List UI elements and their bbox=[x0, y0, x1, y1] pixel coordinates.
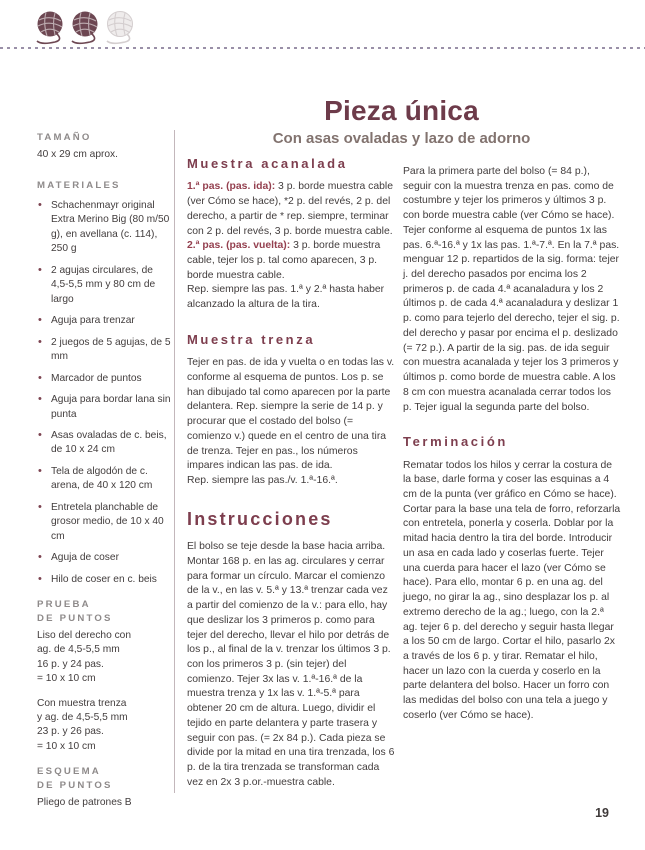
yarn-ball-outline-icon bbox=[107, 12, 133, 44]
cable-pattern-heading: Muestra trenza bbox=[187, 331, 316, 347]
size-heading: TAMAÑO bbox=[37, 132, 92, 143]
gauge-paragraph: Liso del derecho con ag. de 4,5-5,5 mm 16 p. y 24 pas. = 10 x 10 cm bbox=[37, 629, 132, 685]
list-item: • Entretela planchable de grosor medio, de 10 x 40 cm bbox=[37, 501, 173, 544]
cable-pattern-paragraph bbox=[187, 356, 395, 488]
list-item: • Asas ovaladas de c. beis, de 10 x 24 cm bbox=[37, 429, 173, 458]
ribbed-pattern-heading: Muestra acanalada bbox=[187, 156, 348, 171]
list-item: • 2 agujas circulares, de 4,5-5,5 mm y 80 cm de largo bbox=[37, 264, 173, 307]
materials-list bbox=[37, 199, 173, 588]
row2-text: 3 p. borde muestra cable, tejer los p. tal como aparecen, 3 p. borde muestra cable. bbox=[187, 240, 381, 281]
dotted-divider bbox=[0, 47, 645, 49]
middle-column bbox=[187, 155, 395, 808]
right-column bbox=[403, 165, 621, 742]
page-subtitle: Con asas ovaladas y lazo de adorno bbox=[272, 130, 531, 148]
page-title: Pieza única bbox=[324, 94, 479, 126]
repeat-note: Rep. siempre las pas. 1.ª y 2.ª hasta haber alcanzado la altura de la tira. bbox=[187, 284, 385, 311]
list-item: • Marcador de puntos bbox=[37, 372, 173, 386]
stitch-chart-heading: ESQUEMA DE PUNTOS bbox=[37, 766, 113, 792]
repeat-note: Rep. siempre las pas./v. 1.ª-16.ª. bbox=[187, 475, 338, 486]
list-item: • Schachenmayr original Extra Merino Big (80 m/50 g), en avellana (c. 114), 250 g bbox=[37, 199, 173, 257]
sidebar-divider bbox=[174, 130, 175, 793]
gauge-heading: PRUEBA DE PUNTOS bbox=[37, 599, 113, 624]
row2-label: 2.ª pas. (pas. vuelta): bbox=[187, 240, 294, 252]
instructions-heading: Instrucciones bbox=[187, 508, 333, 529]
list-item: • Aguja para bordar lana sin punta bbox=[37, 393, 173, 422]
list-item: • 2 juegos de 5 agujas, de 5 mm bbox=[37, 336, 173, 365]
list-item: • Aguja de coser bbox=[37, 551, 173, 565]
ribbed-pattern-paragraph bbox=[187, 180, 395, 312]
materials-heading: MATERIALES bbox=[37, 180, 121, 192]
cable-pattern-text: Tejer en pas. de ida y vuelta o en todas las v. conforme al esquema de puntos. Los p. se han dibujado tal como aparecen por la parte delantera. Rep. siempre la serie de 14 p. y procurar que el costado del bolso (= comienzo v.) quede en el centro de una tira de trenza. Tejer en pas., los números impares indican las pas. de ida. bbox=[187, 357, 395, 472]
list-item: • Hilo de coser en c. beis bbox=[37, 573, 173, 587]
gauge-paragraph: Con muestra trenza y ag. de 4,5-5,5 mm 23 p. y 26 pas. = 10 x 10 cm bbox=[37, 697, 128, 752]
page-number: 19 bbox=[595, 806, 609, 820]
yarn-ball-filled-icon bbox=[72, 12, 98, 44]
difficulty-yarn-balls-icon bbox=[33, 9, 137, 49]
finishing-paragraph: Rematar todos los hilos y cerrar la costura de la base, darle forma y coser las esquinas a 4 cm de la punta (ver gráfico en Cómo se hace). Cortar para la base una tela de forro, reforzarla con entretela, ponerla y coserla. Doblar por la mitad hacia dentro la tira del borde. Introducir un asa en cada lado y coserlas fuerte. Tejer una cuerda para hacer el lazo (ver Cómo se hace). Para ello, montar 6 p. en una ag. del juego, no girar la ag., sino desplazar los p. al extremo derecho de la ag.; luego, con la 2.ª ag. tejer 6 p. del derecho y seguir hasta llegar a los 50 cm de largo. Cortar el hilo, pasarlo 2x a través de los 6 p. y tirar. Rematar el hilo, hacer un lazo con la cuerda y coserlo en la parte delantera del bolso. Hacer un forro con las medidas del bolso con una tela a juego y coserlo (ver Cómo se hace). bbox=[403, 459, 621, 721]
finishing-heading: Terminación bbox=[403, 434, 508, 450]
list-item: • Tela de algodón de c. arena, de 40 x 120 cm bbox=[37, 465, 173, 494]
yarn-ball-filled-icon bbox=[37, 12, 63, 44]
size-text: 40 x 29 cm aprox. bbox=[37, 148, 118, 160]
instructions-continuation-paragraph: Para la primera parte del bolso (= 84 p.), seguir con la muestra trenza en pas. como de costumbre y tejer los primeros y últimos 3 p. con borde muestra cable (ver Cómo se hace). Tejer conforme al esquema de puntos 1x las pas. 6.ª-16.ª y 1x las pas. 1.ª-7.ª. En la 7.ª pas. menguar 12 p. repartidos de la sig. forma: tejer j. del derecho pasados por encima los 2 primeros p. de cada 4.ª acanaladura y los 2 últimos p. de cada 4.ª acanaladura y deslizar 1 p. como para tejerlo del derecho, tejer el sig. p. del derecho y pasar por encima el p. deslizado (= 72 p.). A partir de la sig. pas. de ida seguir con muestra acanalada y tejer los 3 primeros y últimos p. como borde de muestra cable. A los 8 cm con muestra acanalada cerrar todos los p. Tejer igual la segunda parte del bolso. bbox=[403, 166, 620, 413]
row1-label: 1.ª pas. (pas. ida): bbox=[187, 181, 279, 193]
instructions-paragraph: El bolso se teje desde la base hacia arriba. Montar 168 p. en las ag. circulares y cerrar para formar un círculo. Marcar el comienzo de la v., en las v. 5.ª y 13.ª trenzar cada vez a partir del comienzo de la v.: para ello, hay que deslizar los 3 primeros p. como para tejer del derecho, llevar el hilo por detrás de los p., al final de la v. trenzar los últimos 3 p. con los primeros 3 p. (sin tejer) del comienzo. Tejer 3x las v. 1.ª-16.ª de la muestra trenza y 1x las v. 1.ª-5.ª para obtener 20 cm de altura. Luego, dividir el tejido en parte delantera y parte trasera y seguir con pas. (= 2x 84 p.). Cada pieza se divide por la mitad en una tira trenzada, los 6 p. de la tira trenzada se transforman cada vez en 2x 3 p.or.-muestra cable. bbox=[187, 541, 395, 788]
row1-text: 3 p. borde muestra cable (ver Cómo se hace), *2 p. del revés, 2 p. del derecho, a partir de * rep. siempre, terminar con 2 p. del revés, 3 p. borde muestra cable. bbox=[187, 181, 393, 237]
stitch-chart-text: Pliego de patrones B bbox=[37, 796, 132, 808]
list-item: • Aguja para trenzar bbox=[37, 314, 173, 328]
sidebar bbox=[37, 131, 173, 810]
